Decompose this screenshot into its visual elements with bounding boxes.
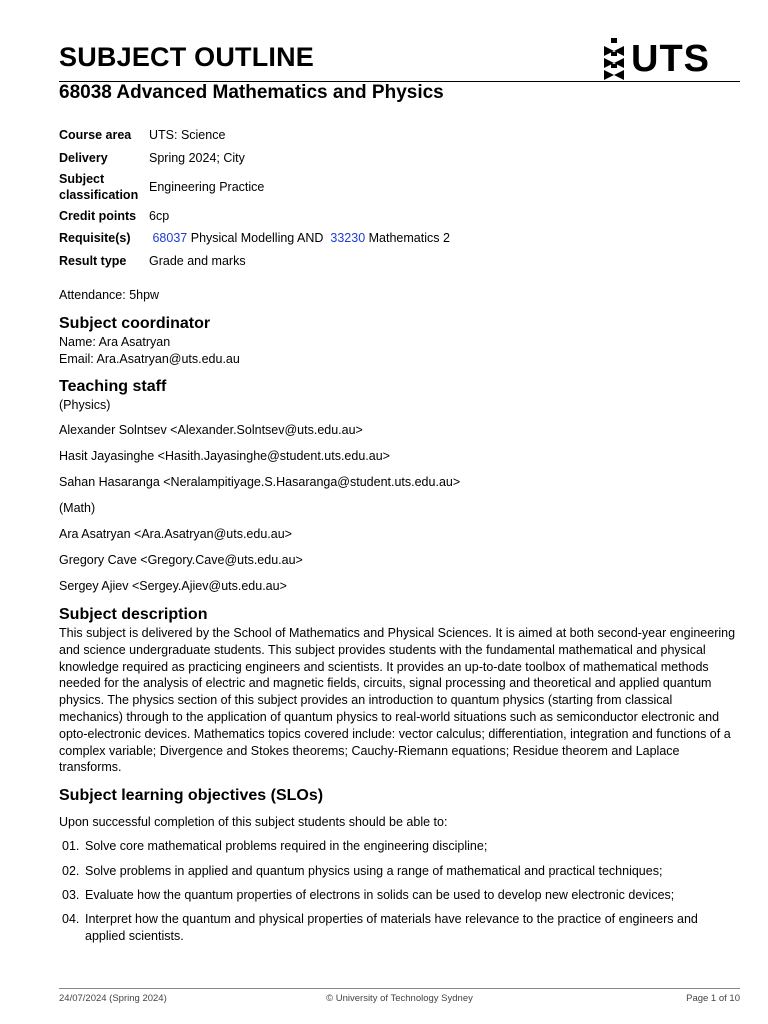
slo-text: Evaluate how the quantum properties of electrons in solids can be used to develop new electronic devices; [85,888,675,902]
info-row-credit-points [59,204,450,227]
slo-number: 04. [62,912,80,926]
subject-title: 68038 Advanced Mathematics and Physics [59,82,444,103]
info-label: Result type [59,254,127,269]
coordinator-name: Name: Ara Asatryan [59,335,171,349]
footer-copyright: © University of Technology Sydney [326,993,473,1004]
uts-logo [601,38,710,80]
staff-member: Hasit Jayasinghe <Hasith.Jayasinghe@student.uts.edu.au> [59,449,390,463]
info-label-line: Subject [59,171,105,186]
uts-emblem-icon [601,38,627,80]
slo-intro: Upon successful completion of this subject students should be able to: [59,815,448,829]
attendance: Attendance: 5hpw [59,288,160,302]
slo-number: 02. [62,864,80,878]
logo-text: UTS [631,38,710,80]
staff-group-physics-label: (Physics) [59,398,111,412]
info-label [59,169,149,204]
description-text: This subject is delivered by the School of Mathematics and Physical Sciences. It is aimed at both second-year engineering and science undergraduate students. This subject provides students with the fundamental mathematical and physical knowledge required as practicing engineers and scientists. It provides an up-to-date toolbox of mathematical methods needed for the analysis of electric and magnetic fields, circuits, signal processing and theoretical and applied quantum physics. The physics section of this subject provides an introduction to quantum physics (starting from classical mechanics) through to the application of quantum physics to real-world situations such as semiconductor electronic and opto-electronic devices. Mathematics topics covered include: vector calculus; differentiation, integration and functions of a complex variable; Divergence and Stokes theorems; Cauchy-Riemann equations; Residue theorem and Laplace transforms. [59,626,736,775]
info-label: Course area [59,128,132,143]
slo-text: Solve core mathematical problems required in the engineering discipline; [85,839,488,853]
footer-page-number: Page 1 of 10 [686,993,740,1004]
requisite-link-33230[interactable]: 33230 [330,231,366,246]
info-row-course-area [59,124,450,147]
info-value: 6cp [149,208,170,223]
info-label: Requisite(s) [59,231,131,246]
slo-number: 03. [62,888,80,902]
teaching-staff-heading: Teaching staff [59,378,167,395]
slo-heading: Subject learning objectives (SLOs) [59,787,324,804]
info-label: Delivery [59,151,108,166]
slo-text: Interpret how the quantum and physical properties of materials have relevance to the practice of engineers and applied scientists. [85,912,698,943]
requisite-link-68037[interactable]: 68037 [152,231,188,246]
footer-divider [59,988,740,989]
footer-date: 24/07/2024 (Spring 2024) [59,993,167,1004]
staff-member: Sahan Hasaranga <Neralampitiyage.S.Hasaranga@student.uts.edu.au> [59,475,461,489]
info-label-line: classification [59,187,139,202]
document-title: SUBJECT OUTLINE [59,42,315,72]
staff-member: Sergey Ajiev <Sergey.Ajiev@uts.edu.au> [59,579,287,593]
slo-heading-wrap [59,786,740,806]
info-label: Credit points [59,208,137,223]
coordinator-email: Email: Ara.Asatryan@uts.edu.au [59,352,240,366]
info-row-delivery [59,147,450,170]
info-value: UTS: Science [149,128,226,143]
slo-number: 01. [62,839,80,853]
teaching-staff-section [59,377,740,414]
info-value: Engineering Practice [149,179,265,194]
coordinator-heading: Subject coordinator [59,315,211,332]
staff-member: Ara Asatryan <Ara.Asatryan@uts.edu.au> [59,527,292,541]
slo-text: Solve problems in applied and quantum physics using a range of mathematical and practical techniques; [85,864,663,878]
description-heading: Subject description [59,606,208,623]
info-row-requisites [59,227,450,250]
staff-member: Gregory Cave <Gregory.Cave@uts.edu.au> [59,553,303,567]
staff-member: Alexander Solntsev <Alexander.Solntsev@uts.edu.au> [59,423,363,437]
staff-group-math-label: (Math) [59,501,96,515]
info-value [149,227,450,250]
requisite-text: Physical Modelling AND [190,231,324,246]
coordinator-section [59,314,740,368]
requisite-text: Mathematics 2 [368,231,450,246]
info-value: Grade and marks [149,254,246,269]
description-heading-wrap [59,605,740,625]
info-value: Spring 2024; City [149,151,245,166]
info-row-result-type [59,250,450,273]
info-row-classification [59,169,450,204]
subject-info-table [59,124,450,272]
